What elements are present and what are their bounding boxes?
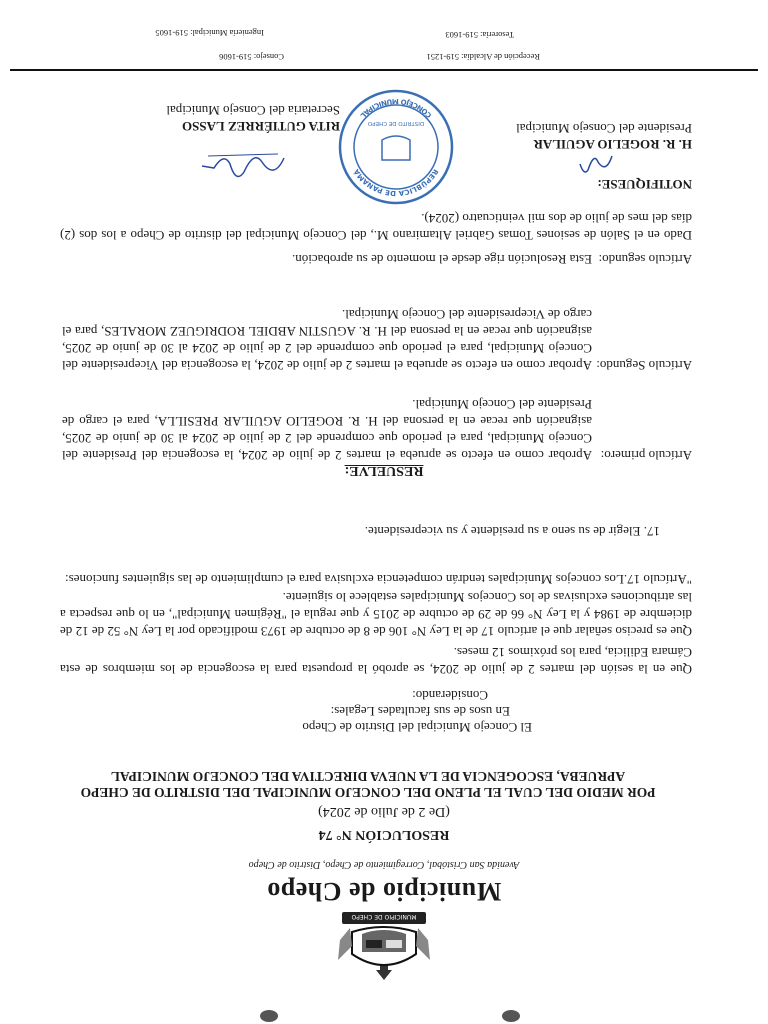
footer-contact: Consejo: 519-1606 — [219, 52, 284, 62]
resuelve-heading: RESUELVE: — [344, 463, 424, 478]
article-text: Esta Resolución rige desde el momento de su aprobación. — [291, 252, 592, 267]
considerando-paragraph: Que es preciso señalar que el artículo 17 de la Ley N° 106 de 8 de octubre de 1973 modificado por la Ley N° 52 de 12 de diciembre de 1984 y la Ley N° 66 de 29 de octubre de 2015 y que regula el "Régimen Municipal", en lo que respecta a las atribuciones exclusivas de los Concejos Municipales establece lo siguiente. — [60, 590, 692, 639]
signer-president — [516, 120, 692, 152]
council-line: El Concejo Municipal del Distrito de Chepo — [302, 720, 532, 735]
stamp-text-top: REPÚBLICA DE PANAMÁ — [352, 167, 440, 198]
seal-caption: MUNICIPIO DE CHEPO — [351, 913, 417, 920]
organization-name: Municipio de Chepo — [266, 877, 502, 906]
resolution-number: RESOLUCIÓN N° 74 — [318, 827, 450, 842]
signer-role: Secretaria del Consejo Municipal — [166, 103, 340, 118]
article-text: Aprobar como en efecto se aprueba el martes 2 de julio de 2024, la escogencia del Presidente del Concejo Municipal, para el periodo que comprende del 2 de julio de 2024 al 30 de junio de 2025, asignación que recae en la persona del H. R. ROGELIO AGUILAR PRESILLA, para el cargo de Presidente del Concejo Municipal. — [62, 397, 592, 463]
council-line: En usos de sus facultades Legales: — [330, 704, 510, 719]
signer-name: RITA GUTIÉRREZ LASSO — [182, 119, 340, 134]
considerando-paragraph: Que en la sesión del martes 2 de julio de 2024, se aprobó la propuesta para la escogencia de los miembros de esta Cámara Edilicia, para los próximos 12 meses. — [60, 645, 692, 677]
quoted-article-item: 17. Elegir de su seno a su presidente y su vicepresidente. — [364, 524, 660, 539]
resolution-title: POR MEDIO DEL CUAL EL PLENO DEL CONCEJO MUNICIPAL DEL DISTRITO DE CHEPO APRUEBA, ESCOGENCIA DE LA NUEVA DIRECTIVA DEL CONCEJO MUNICIPAL — [80, 769, 656, 800]
dado-paragraph: Dado en el Salón de sesiones Tomas Gabriel Altamirano M., del Concejo Municipal del distrito de Chepo a los dos (2) días del mes de julio de dos mil veinticuatro (2024). — [60, 211, 692, 243]
notifiquese-heading: NOTIFIQUESE: — [597, 177, 692, 192]
signature-icon — [576, 148, 616, 178]
official-stamp-icon — [334, 88, 458, 206]
signature-icon — [198, 146, 288, 186]
footer-contact: Recepción de Alcaldía: 519-1251 — [426, 52, 540, 62]
signer-role: Presidente del Consejo Municipal — [516, 121, 692, 136]
council-line: Considerando: — [412, 688, 488, 703]
quoted-article: "Artículo 17.Los concejos Municipales tendrán competencia exclusiva para el cumplimiento de las siguientes funciones: — [65, 572, 692, 587]
signer-name: H. R. ROGELIO AGUILAR — [533, 137, 692, 152]
footer-contact: Ingeniería Municipal: 519-1605 — [155, 28, 264, 38]
article-label: Artículo primero: — [600, 448, 692, 463]
stamp-text-center: DISTRITO DE CHEPO — [367, 120, 425, 126]
stamp-text-bottom: CONCEJO MUNICIPAL — [358, 96, 434, 120]
punch-hole-right — [260, 1010, 278, 1022]
council-intro — [92, 688, 532, 736]
footer-divider — [10, 69, 758, 71]
svg-text:CONCEJO MUNICIPAL — [358, 97, 433, 120]
punch-hole-left — [502, 1010, 520, 1022]
article-label: Artículo segundo: — [598, 252, 692, 267]
municipal-coat-of-arms-icon — [332, 908, 436, 984]
article-text: Aprobar como en efecto se aprueba el martes 2 de julio de 2024, la escogencia del Vicepresidente del Concejo Municipal, para el periodo que comprende del 2 de julio de 2024 al 30 de junio de 2025, asignación que recae en la persona del H. R. AGUSTIN ABDIEL RODRIGUEZ MORALES, para el cargo de Vicepresidente del Concejo Municipal. — [62, 307, 592, 373]
address-line: Avenida San Cristóbal, Corregimiento de Chepo, Distrito de Chepo — [248, 859, 520, 870]
article-label: Artículo Segundo: — [596, 358, 692, 373]
signer-secretary — [166, 102, 340, 134]
resolution-date: (De 2 de Julio de 2024) — [318, 804, 450, 819]
footer-contact: Tesorería: 519-1603 — [445, 30, 514, 40]
